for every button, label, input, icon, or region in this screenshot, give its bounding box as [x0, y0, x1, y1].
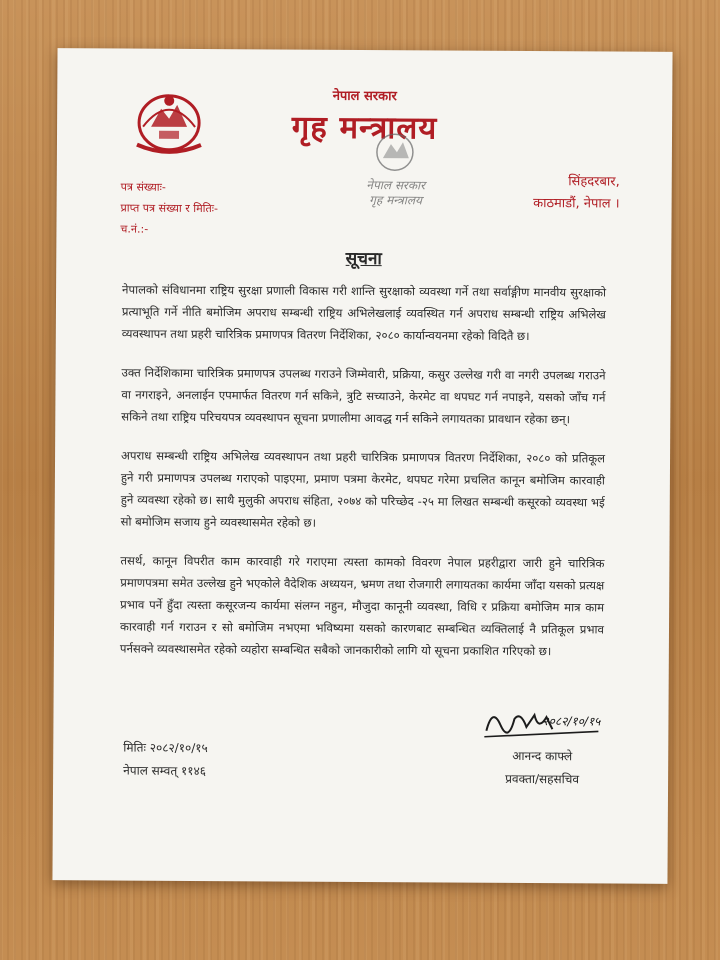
nepal-sambat-date: नेपाल सम्वत् ११४६ [123, 763, 207, 779]
handwritten-signature [482, 701, 602, 742]
office-address [533, 171, 620, 216]
ministry-heading: गृह मन्त्रालय [291, 109, 438, 147]
signer-name: आनन्द काफ्ले [512, 748, 573, 764]
notice-paragraph-2: उक्त निर्देशिकामा चारित्रिक प्रमाणपत्र उपलब्ध गराउने जिम्मेवारी, प्रक्रिया, कसुर उल्लेख गरी वा नगरी उपलब्ध गराउने वा नगराइने, अनलाईन एपमार्फत वितरण गर्न सकिने, त्रुटि सच्याउने, केरमेट वा थपघट गर्न नपाइने, यसको जाँच गर्न सकिने तथा राष्ट्रिय परिचयपत्र व्यवस्थापन सूचना प्रणालीमा आवद्ध गर्न सकिने लगायतका प्रावधान रहेका छन्। [121, 365, 606, 427]
letter-paper [52, 48, 672, 884]
signature-date: २०८२/१०/१५ [542, 714, 601, 729]
notice-body [120, 279, 606, 680]
notice-paragraph-1: नेपालको संविधानमा राष्ट्रिय सुरक्षा प्रणाली विकास गरी शान्ति सुरक्षाको व्यवस्था गर्ने तथा सर्वाङ्गीण मानवीय सुरक्षाको प्रत्याभूति गर्ने नीति बमोजिम अपराध सम्बन्धी राष्ट्रिय अभिलेखलाई व्यवस्थित गर्न अपराध सम्बन्धी राष्ट्रिय अभिलेख व्यवस्थापन तथा प्रहरी चारित्रिक प्रमाणपत्र वितरण निर्देशिका, २०८० कार्यान्वयनमा रहेको विदितै छ। [121, 282, 607, 344]
signature-block [482, 701, 603, 792]
address-line-1: सिंहदरबार, [568, 174, 620, 190]
address-line-2: काठमाडौं, नेपाल । [533, 196, 620, 212]
dispatch-number-label: च.नं.:- [120, 222, 149, 236]
government-heading: नेपाल सरकार [332, 88, 397, 105]
issue-date: मितिः २०८२/१०/१५ [123, 740, 208, 756]
signer-title: प्रवक्ता/सहसचिव [505, 771, 580, 787]
letter-meta [120, 177, 218, 241]
received-letter-label: प्राप्त पत्र संख्या र मितिः- [120, 201, 219, 216]
notice-paragraph-3: अपराध सम्बन्धी राष्ट्रिय अभिलेख व्यवस्थापन तथा प्रहरी चारित्रिक प्रमाणपत्र वितरण निर्देशिका, २०८० को प्रतिकूल हुने गरी प्रमाणपत्र उपलब्ध गराएको पाइएमा, प्रमाण पत्रमा केरमेट, थपघट गरेमा प्रचलित कानून बमोजिम कारवाही हुने व्यवस्था रहेको छ। साथै मुलुकी अपराध संहिता, २०७४ को परिच्छेद -२५ मा लिखत सम्बन्धी कसूरको व्यवस्था भई सो बमोजिम सजाय हुने व्यवस्थासमेत रहेको छ। [120, 448, 606, 530]
stamp-text-line-2: गृह मन्त्रालय [369, 193, 423, 208]
date-block [123, 737, 208, 784]
notice-paragraph-4: तसर्थ, कानून विपरीत काम कारवाही गरे गराएमा त्यस्ता कामको विवरण नेपाल प्रहरीद्वारा जारी हुने चारित्रिक प्रमाणपत्रमा समेत उल्लेख हुने भएकोले वैदेशिक अध्ययन, भ्रमण तथा रोजगारी लगायतका कार्यमा जाँदा यसको प्रत्यक्ष प्रभाव पर्ने हुँदा त्यस्ता कसूरजन्य कार्यमा संलग्न नहुन, मौजुदा कानूनी व्यवस्था, विधि र प्रक्रिया बमोजिम मात्र काम कारवाही गर्न गराउन र सो बमोजिम नभएमा भविष्यमा यसको कारणबाट सम्बन्धित व्यक्तिलाई नै प्रतिकूल प्रभाव पर्नसक्ने व्यवस्थासमेत रहेको व्यहोरा सम्बन्धित सबैको जानकारीको लागि यो सूचना प्रकाशित गरिएको छ। [119, 553, 605, 659]
ministry-stamp [355, 130, 451, 209]
ministry-stamp-icon [355, 130, 435, 174]
stamp-text-line-1: नेपाल सरकार [366, 178, 426, 193]
notice-title: सूचना [345, 248, 382, 270]
letter-number-label: पत्र संख्याः- [120, 180, 166, 194]
